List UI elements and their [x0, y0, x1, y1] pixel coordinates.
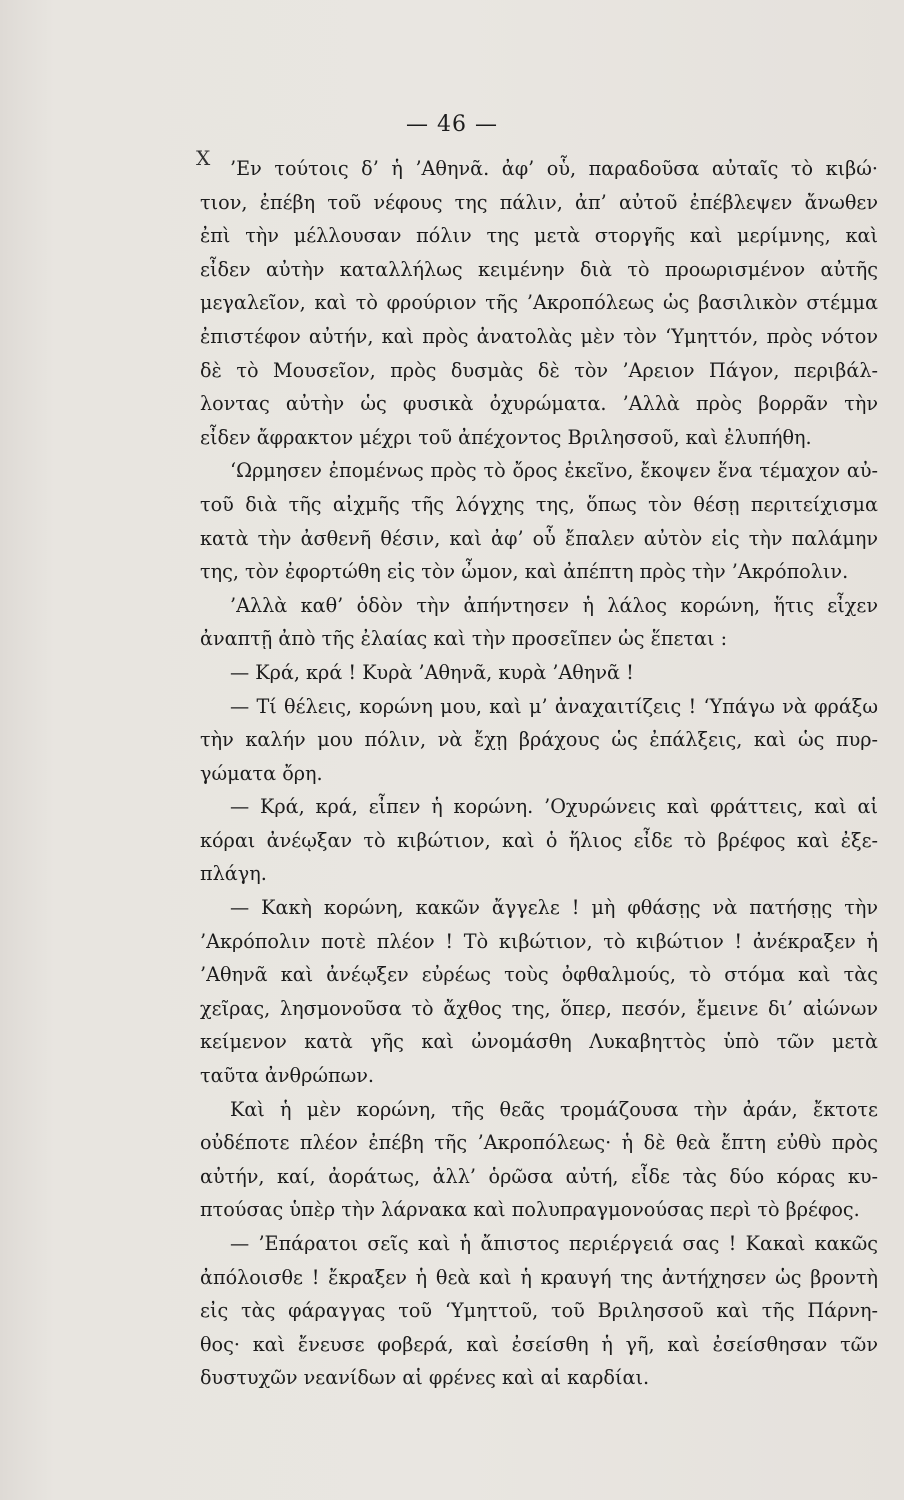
text-line: ἐπιστέφον αὐτήν, καὶ πρὸς ἀνατολὰς μὲν τὸν ‘Υμηττόν, πρὸς νότον: [200, 324, 878, 348]
text-line: τιον, ἐπέβη τοῦ νέφους της πάλιν, ἀπ’ αὐτοῦ ἐπέβλεψεν ἄνωθεν: [200, 190, 878, 214]
text-line: πτούσας ὑπὲρ τὴν λάρνακα καὶ πολυπραγμονούσας περὶ τὸ βρέφος.: [200, 1198, 860, 1222]
text-line: ἀναπτῇ ἀπὸ τῆς ἐλαίας καὶ τὴν προσεῖπεν ὡς ἕπεται :: [200, 627, 728, 651]
text-line: κατὰ τὴν ἀσθενῆ θέσιν, καὶ ἀφ’ οὗ ἔπαλεν αὐτὸν εἰς τὴν παλάμην: [200, 526, 878, 550]
text-line: μεγαλεῖον, καὶ τὸ φρούριον τῆς ’Ακροπόλεως ὡς βασιλικὸν στέμμα: [200, 291, 878, 315]
text-line: ’Ακρόπολιν ποτὲ πλέον ! Τὸ κιβώτιον, τὸ κιβώτιον ! ἀνέκραξεν ἡ: [200, 929, 878, 953]
text-line: — Κρά, κρά ! Κυρὰ ’Αθηνᾶ, κυρὰ ’Αθηνᾶ !: [230, 660, 634, 684]
text-line: πλάγη.: [200, 862, 267, 886]
text-line: — Κακὴ κορώνη, κακῶν ἄγγελε ! μὴ φθάσῃς νὰ πατήσῃς τὴν: [230, 896, 878, 920]
text-line: δὲ τὸ Μουσεῖον, πρὸς δυσμὰς δὲ τὸν ’Αρειον Πάγον, περιβάλ-: [200, 358, 878, 382]
text-line: Καὶ ἡ μὲν κορώνη, τῆς θεᾶς τρομάζουσα τὴν ἀράν, ἔκτοτε: [230, 1097, 878, 1121]
text-line: κόραι ἀνέῳξαν τὸ κιβώτιον, καὶ ὁ ἥλιος εἶδε τὸ βρέφος καὶ ἐξε-: [200, 828, 878, 852]
text-line: τὴν καλήν μου πόλιν, νὰ ἔχῃ βράχους ὡς ἐπάλξεις, καὶ ὡς πυρ-: [200, 728, 878, 752]
margin-annotation: X: [196, 146, 211, 170]
text-line: ’Εν τούτοις δ’ ἡ ’Αθηνᾶ. ἀφ’ οὗ, παραδοῦσα αὐταῖς τὸ κιβώ·: [230, 157, 878, 180]
text-line: ‘Ωρμησεν ἐπομένως πρὸς τὸ ὄρος ἐκεῖνο, ἔκοψεν ἕνα τέμαχον αὐ-: [230, 459, 878, 483]
text-line: εἰς τὰς φάραγγας τοῦ ‘Υμηττοῦ, τοῦ Βριλησσοῦ καὶ τῆς Πάρνη-: [200, 1299, 878, 1323]
text-line: χεῖρας, λησμονοῦσα τὸ ἄχθος της, ὅπερ, πεσόν, ἔμεινε δι’ αἰώνων: [200, 996, 878, 1020]
text-line: ’Αθηνᾶ καὶ ἀνέῳξεν εὐρέως τοὺς ὀφθαλμούς, τὸ στόμα καὶ τὰς: [200, 963, 878, 987]
text-line: τοῦ διὰ τῆς αἰχμῆς τῆς λόγχης της, ὅπως τὸν θέσῃ περιτείχισμα: [200, 492, 878, 516]
text-line: εἶδεν ἄφρακτον μέχρι τοῦ ἀπέχοντος Βριλησσοῦ, καὶ ἐλυπήθη.: [200, 425, 812, 449]
text-line: κείμενον κατὰ γῆς καὶ ὠνομάσθη Λυκαβηττὸς ὑπὸ τῶν μετὰ: [200, 1030, 878, 1054]
text-line: ἀπόλοισθε ! ἔκραξεν ἡ θεὰ καὶ ἡ κραυγή της ἀντήχησεν ὡς βροντὴ: [200, 1265, 878, 1289]
text-line: δυστυχῶν νεανίδων αἱ φρένες καὶ αἱ καρδίαι.: [200, 1366, 650, 1390]
text-line: — Τί θέλεις, κορώνη μου, καὶ μ’ ἀναχαιτίζεις ! ‘Υπάγω νὰ φράξω: [230, 694, 878, 718]
text-line: ἐπὶ τὴν μέλλουσαν πόλιν της μετὰ στοργῆς καὶ μερίμνης, καὶ: [200, 224, 878, 248]
text-line: θος· καὶ ἔνευσε φοβερά, καὶ ἐσείσθη ἡ γῆ, καὶ ἐσείσθησαν τῶν: [200, 1332, 878, 1356]
text-line: — Κρά, κρά, εἶπεν ἡ κορώνη. ’Οχυρώνεις καὶ φράττεις, καὶ αἱ: [230, 795, 878, 819]
body-text: [200, 152, 878, 1395]
page-number: — 46 —: [406, 112, 498, 137]
text-line: ’Αλλὰ καθ’ ὁδὸν τὴν ἀπήντησεν ἡ λάλος κορώνη, ἥτις εἶχεν: [230, 593, 878, 617]
text-line: αὐτήν, καί, ἀοράτως, ἀλλ’ ὁρῶσα αὐτή, εἶδε τὰς δύο κόρας κυ-: [200, 1164, 878, 1188]
text-line: — ’Επάρατοι σεῖς καὶ ἡ ἄπιστος περιέργειά σας ! Κακαὶ κακῶς: [230, 1232, 878, 1255]
text-line: εἶδεν αὐτὴν καταλλήλως κειμένην διὰ τὸ προωρισμένον αὐτῆς: [200, 257, 878, 281]
text-line: οὐδέποτε πλέον ἐπέβη τῆς ’Ακροπόλεως· ἡ δὲ θεὰ ἔπτη εὐθὺ πρὸς: [200, 1131, 878, 1155]
text-line: λοντας αὐτὴν ὡς φυσικὰ ὀχυρώματα. ’Αλλὰ πρὸς βορρᾶν τὴν: [200, 392, 878, 416]
text-line: γώματα ὄρη.: [200, 761, 323, 785]
text-line: της, τὸν ἐφορτώθη εἰς τὸν ὦμον, καὶ ἀπέπτη πρὸς τὴν ’Ακρόπολιν.: [200, 560, 849, 584]
text-line: ταῦτα ἀνθρώπων.: [200, 1064, 375, 1088]
